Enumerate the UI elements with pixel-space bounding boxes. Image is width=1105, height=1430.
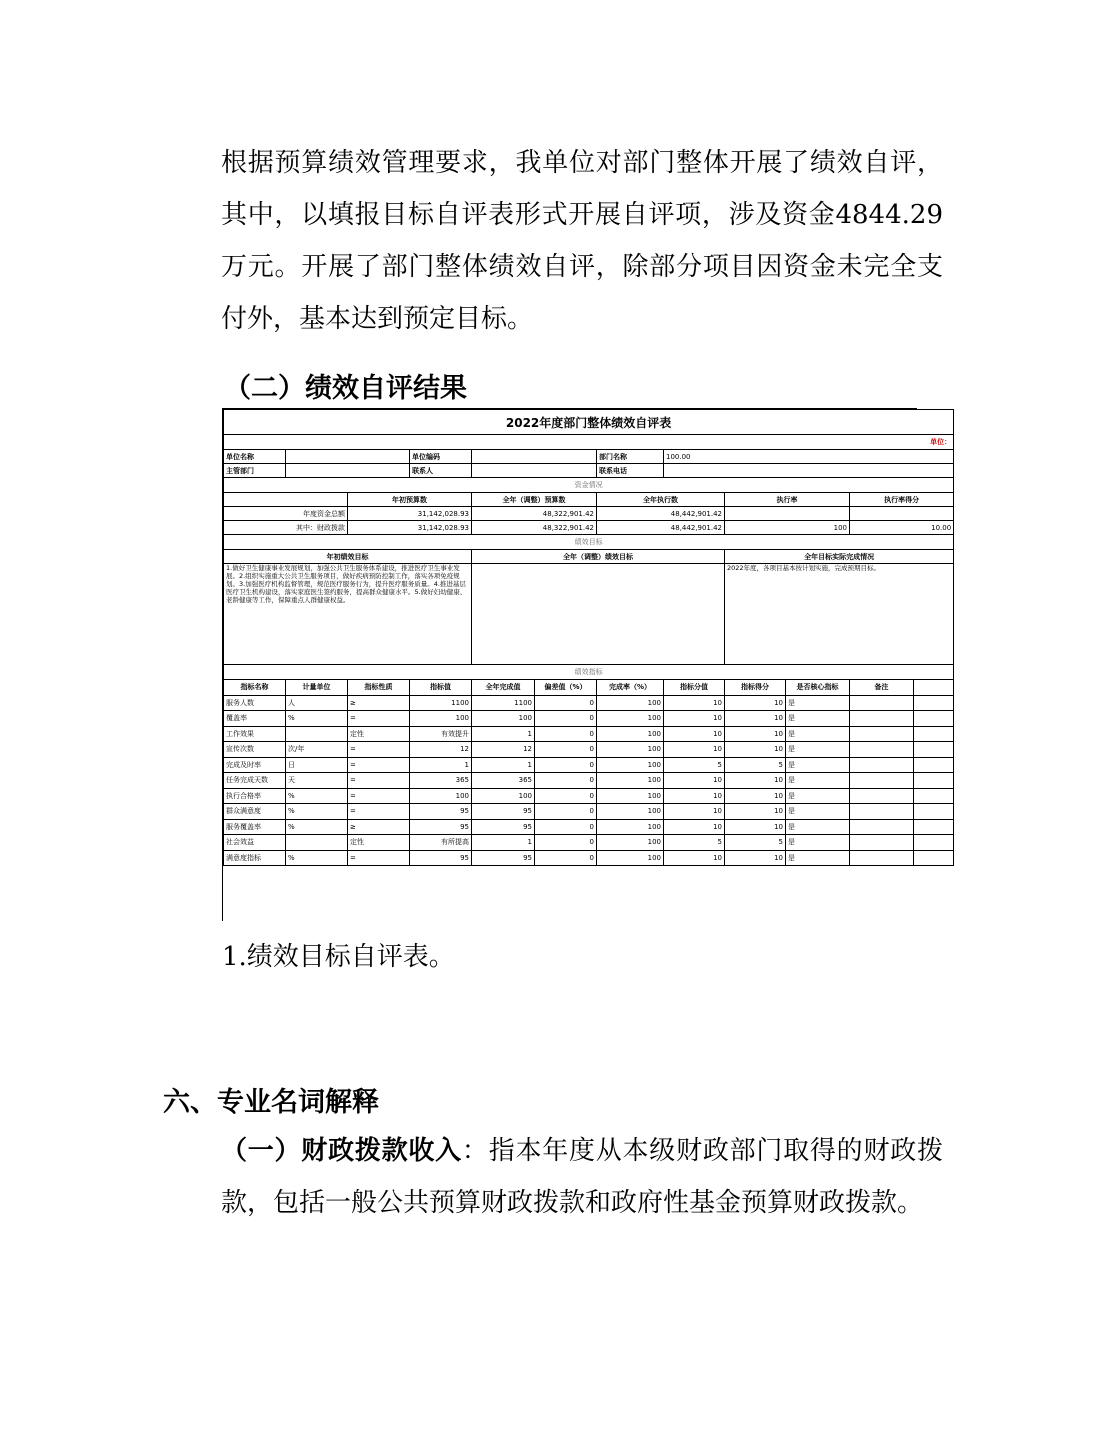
table-cell: 是 <box>786 835 850 851</box>
table-cell <box>914 680 954 696</box>
table-cell: 100 <box>472 711 535 727</box>
table-cell <box>224 493 348 507</box>
table-cell: 10 <box>664 695 725 711</box>
table-cell: 95 <box>472 850 535 866</box>
table-cell: 10 <box>664 773 725 789</box>
table-row <box>224 680 954 696</box>
evaluation-table <box>222 408 952 921</box>
table-cell: 是 <box>786 742 850 758</box>
table-cell: 有所提高 <box>410 835 472 851</box>
table-cell: 全年目标实际完成情况 <box>725 550 954 564</box>
table-row <box>224 773 954 789</box>
table-cell: 全年（调整）预算数 <box>472 493 597 507</box>
table-row <box>224 788 954 804</box>
term-text: ：指本年度从本级财政部门取得的财政拨款，包括一般公共预算财政拨款和政府性基金预算财政拨款。 <box>221 1136 943 1218</box>
table-cell: 100 <box>410 711 472 727</box>
table-cell <box>914 773 954 789</box>
table-cell: 指标得分 <box>725 680 786 696</box>
table-cell <box>286 726 348 742</box>
table-cell: 5 <box>725 757 786 773</box>
table-cell: 完成率（%） <box>597 680 664 696</box>
table-cell: 48,442,901.42 <box>597 507 725 521</box>
table-cell: 5 <box>725 835 786 851</box>
table-cell: 10 <box>725 804 786 820</box>
table-cell <box>286 450 410 464</box>
table-cell: 0 <box>535 773 597 789</box>
table-row <box>224 711 954 727</box>
table-cell: 100 <box>597 726 664 742</box>
table-cell: 偏差值（%） <box>535 680 597 696</box>
table-cell: 宣传次数 <box>224 742 286 758</box>
table-row <box>224 835 954 851</box>
table-cell: 10 <box>664 742 725 758</box>
goal-actual: 2022年度，各项目基本按计划实施，完成预期目标。 <box>725 564 954 665</box>
table-cell: % <box>286 850 348 866</box>
table-cell: 1 <box>472 726 535 742</box>
goal-adjusted <box>472 564 725 665</box>
table-cell <box>850 804 914 820</box>
table-cell: 是 <box>786 695 850 711</box>
table-cell: 指标值 <box>410 680 472 696</box>
table-cell: 1 <box>472 835 535 851</box>
table-cell: 100 <box>472 788 535 804</box>
table-cell: ≥ <box>348 695 410 711</box>
subheading: （二）绩效自评结果 <box>224 373 467 404</box>
table-cell: 1100 <box>410 695 472 711</box>
table-cell: 0 <box>535 726 597 742</box>
goals-section-label: 绩效目标 <box>224 535 954 550</box>
table-cell: 100.00 <box>664 450 954 464</box>
term-label: （一）财政拨款收入 <box>221 1136 462 1166</box>
table-cell: 执行率 <box>725 493 850 507</box>
table-cell <box>286 835 348 851</box>
table-cell <box>850 695 914 711</box>
table-cell <box>286 464 410 478</box>
table-row <box>224 550 954 564</box>
table-cell: 100 <box>725 521 850 535</box>
table-row <box>224 410 954 435</box>
table-cell: 0 <box>535 835 597 851</box>
section-heading: 六、专业名词解释 <box>163 1087 379 1118</box>
table-row <box>224 478 954 493</box>
table-cell: 100 <box>597 788 664 804</box>
table-cell: 执行合格率 <box>224 788 286 804</box>
table-cell: 1 <box>472 757 535 773</box>
goal-initial: 1.做好卫生健康事业发展规划，加强公共卫生服务体系建设，推进医疗卫生事业发展。2.组织实施重大公共卫生服务项目，做好疾病预防控制工作，落实各项免疫规划。3.加强医疗机构监督管理，规范医疗服务行为，提升医疗服务质量。4.推进基层医疗卫生机构建设，落实家庭医生签约服务，提高群众健康水平。5.做好妇幼健康、老龄健康等工作，保障重点人群健康权益。 <box>224 564 472 665</box>
table-cell: 31,142,028.93 <box>348 507 472 521</box>
table-cell <box>914 742 954 758</box>
table-row <box>224 535 954 550</box>
table-cell: = <box>348 757 410 773</box>
table-cell: ≥ <box>348 819 410 835</box>
table-cell: 是 <box>786 819 850 835</box>
table-cell: 5 <box>664 757 725 773</box>
table-cell: = <box>348 742 410 758</box>
table-row <box>224 726 954 742</box>
table-row <box>224 695 954 711</box>
table-cell <box>914 850 954 866</box>
table-cell: 其中：财政拨款 <box>224 521 348 535</box>
table-cell: 任务完成天数 <box>224 773 286 789</box>
table-cell: 5 <box>664 835 725 851</box>
table-cell: 是 <box>786 773 850 789</box>
table-cell: 指标名称 <box>224 680 286 696</box>
table-row <box>224 819 954 835</box>
table-cell: 100 <box>597 711 664 727</box>
table-cell: 是否核心指标 <box>786 680 850 696</box>
table-cell: 指标性质 <box>348 680 410 696</box>
table-row <box>224 804 954 820</box>
table-cell: 是 <box>786 804 850 820</box>
table-cell: 备注 <box>850 680 914 696</box>
table-cell: 100 <box>597 850 664 866</box>
table-cell: 是 <box>786 726 850 742</box>
table-cell: 365 <box>472 773 535 789</box>
table-cell: 10 <box>725 788 786 804</box>
table-cell: 10 <box>664 711 725 727</box>
table-caption: 1.绩效目标自评表。 <box>222 942 455 972</box>
table-row <box>224 757 954 773</box>
table-cell: 10 <box>664 850 725 866</box>
table-cell: % <box>286 788 348 804</box>
table-cell <box>850 726 914 742</box>
table-cell: 人 <box>286 695 348 711</box>
table-cell <box>850 757 914 773</box>
table-cell <box>850 742 914 758</box>
table-cell: 计量单位 <box>286 680 348 696</box>
table-cell <box>914 726 954 742</box>
indicators-section-label: 绩效指标 <box>224 665 954 680</box>
table-cell: 10 <box>725 850 786 866</box>
table-cell <box>914 804 954 820</box>
table-cell: % <box>286 804 348 820</box>
table-cell: 1 <box>410 757 472 773</box>
table-cell <box>850 773 914 789</box>
table-cell <box>914 835 954 851</box>
table-cell: 定性 <box>348 726 410 742</box>
table-cell: 服务覆盖率 <box>224 819 286 835</box>
table-cell <box>850 835 914 851</box>
table-cell: 10 <box>725 726 786 742</box>
table-cell: 12 <box>410 742 472 758</box>
table-cell: 10 <box>725 773 786 789</box>
table-cell: 1100 <box>472 695 535 711</box>
table-cell: 100 <box>597 742 664 758</box>
table-cell: 95 <box>472 804 535 820</box>
table-cell: 天 <box>286 773 348 789</box>
table-cell: 10 <box>725 695 786 711</box>
table-cell: 95 <box>410 804 472 820</box>
table-cell: = <box>348 788 410 804</box>
table-cell: 群众满意度 <box>224 804 286 820</box>
table-cell <box>850 788 914 804</box>
table-cell: 100 <box>597 804 664 820</box>
table-cell <box>850 819 914 835</box>
table-row <box>224 742 954 758</box>
term-paragraph <box>163 1125 943 1229</box>
table-row <box>224 450 954 464</box>
table-cell: 100 <box>597 695 664 711</box>
table-cell: = <box>348 773 410 789</box>
table-cell: 31,142,028.93 <box>348 521 472 535</box>
table-cell: 是 <box>786 850 850 866</box>
table-cell: 工作效果 <box>224 726 286 742</box>
intro-text: 根据预算绩效管理要求，我单位对部门整体开展了绩效自评，其中，以填报目标自评表形式开展自评项，涉及资金4844.29万元。开展了部门整体绩效自评，除部分项目因资金未完全支付外，基本达到预定目标。 <box>221 148 943 334</box>
table-cell: 是 <box>786 788 850 804</box>
table-cell: = <box>348 711 410 727</box>
table-cell: 是 <box>786 757 850 773</box>
table-cell <box>725 507 850 521</box>
table-cell: 10.00 <box>850 521 954 535</box>
table-row <box>224 564 954 665</box>
table-cell <box>914 757 954 773</box>
table-cell: 满意度指标 <box>224 850 286 866</box>
table-cell: 指标分值 <box>664 680 725 696</box>
table-cell: 年度资金总额 <box>224 507 348 521</box>
table-cell: 社会效益 <box>224 835 286 851</box>
table-cell: 10 <box>664 804 725 820</box>
table-cell: 0 <box>535 788 597 804</box>
table-cell: 10 <box>664 819 725 835</box>
table-cell: 10 <box>664 726 725 742</box>
table-cell <box>664 464 954 478</box>
table-cell: 联系电话 <box>597 464 664 478</box>
table-cell: 365 <box>410 773 472 789</box>
table-cell: 年初预算数 <box>348 493 472 507</box>
table-cell: % <box>286 711 348 727</box>
table-cell <box>850 850 914 866</box>
table-cell: 完成及时率 <box>224 757 286 773</box>
table-cell <box>850 507 954 521</box>
table-cell <box>850 711 914 727</box>
table-cell: 执行率得分 <box>850 493 954 507</box>
table-cell: 联系人 <box>410 464 472 478</box>
table-cell <box>914 819 954 835</box>
table-cell: 部门名称 <box>597 450 664 464</box>
table-cell: 48,322,901.42 <box>472 507 597 521</box>
table-cell: = <box>348 804 410 820</box>
table-cell: 0 <box>535 695 597 711</box>
table-cell: 0 <box>535 742 597 758</box>
table-cell: = <box>348 850 410 866</box>
table-cell: 0 <box>535 757 597 773</box>
table-cell: 95 <box>410 819 472 835</box>
table-cell: 100 <box>410 788 472 804</box>
table-cell: 0 <box>535 850 597 866</box>
table-unit: 单位： <box>224 435 954 450</box>
table-cell: 0 <box>535 819 597 835</box>
table-cell: 100 <box>597 773 664 789</box>
table-cell: 定性 <box>348 835 410 851</box>
table-title: 2022年度部门整体绩效自评表 <box>224 410 954 435</box>
table-cell <box>472 464 597 478</box>
table-cell: 次/年 <box>286 742 348 758</box>
table-row <box>224 850 954 866</box>
table-row <box>224 464 954 478</box>
table-cell: 95 <box>472 819 535 835</box>
table-row <box>224 507 954 521</box>
table-cell: 覆盖率 <box>224 711 286 727</box>
table-row <box>224 665 954 680</box>
table-cell: 95 <box>410 850 472 866</box>
table-cell: 48,322,901.42 <box>472 521 597 535</box>
table-row <box>224 493 954 507</box>
table-row <box>224 435 954 450</box>
table-cell: 有效提升 <box>410 726 472 742</box>
table-cell: 0 <box>535 804 597 820</box>
table-cell: 100 <box>597 757 664 773</box>
table-cell: 日 <box>286 757 348 773</box>
table-cell: 10 <box>725 742 786 758</box>
table-cell: 10 <box>725 711 786 727</box>
table-cell: 10 <box>664 788 725 804</box>
table-cell: 是 <box>786 711 850 727</box>
table-cell <box>914 695 954 711</box>
table-cell: 年初绩效目标 <box>224 550 472 564</box>
table-cell: 单位名称 <box>224 450 286 464</box>
table-cell: 全年执行数 <box>597 493 725 507</box>
table-cell: 100 <box>597 835 664 851</box>
table-row <box>224 521 954 535</box>
table-cell: 12 <box>472 742 535 758</box>
table-cell: 全年（调整）绩效目标 <box>472 550 725 564</box>
table-cell: 48,442,901.42 <box>597 521 725 535</box>
table-cell: 全年完成值 <box>472 680 535 696</box>
table-cell: 100 <box>597 819 664 835</box>
table-cell: 0 <box>535 711 597 727</box>
table-cell <box>914 711 954 727</box>
table-cell: 10 <box>725 819 786 835</box>
table-cell: 服务人数 <box>224 695 286 711</box>
table-cell: 主管部门 <box>224 464 286 478</box>
table-cell: % <box>286 819 348 835</box>
funds-section-label: 资金情况 <box>224 478 954 493</box>
intro-paragraph <box>163 137 943 345</box>
table-cell: 单位编码 <box>410 450 472 464</box>
table-cell <box>914 788 954 804</box>
table-cell <box>472 450 597 464</box>
